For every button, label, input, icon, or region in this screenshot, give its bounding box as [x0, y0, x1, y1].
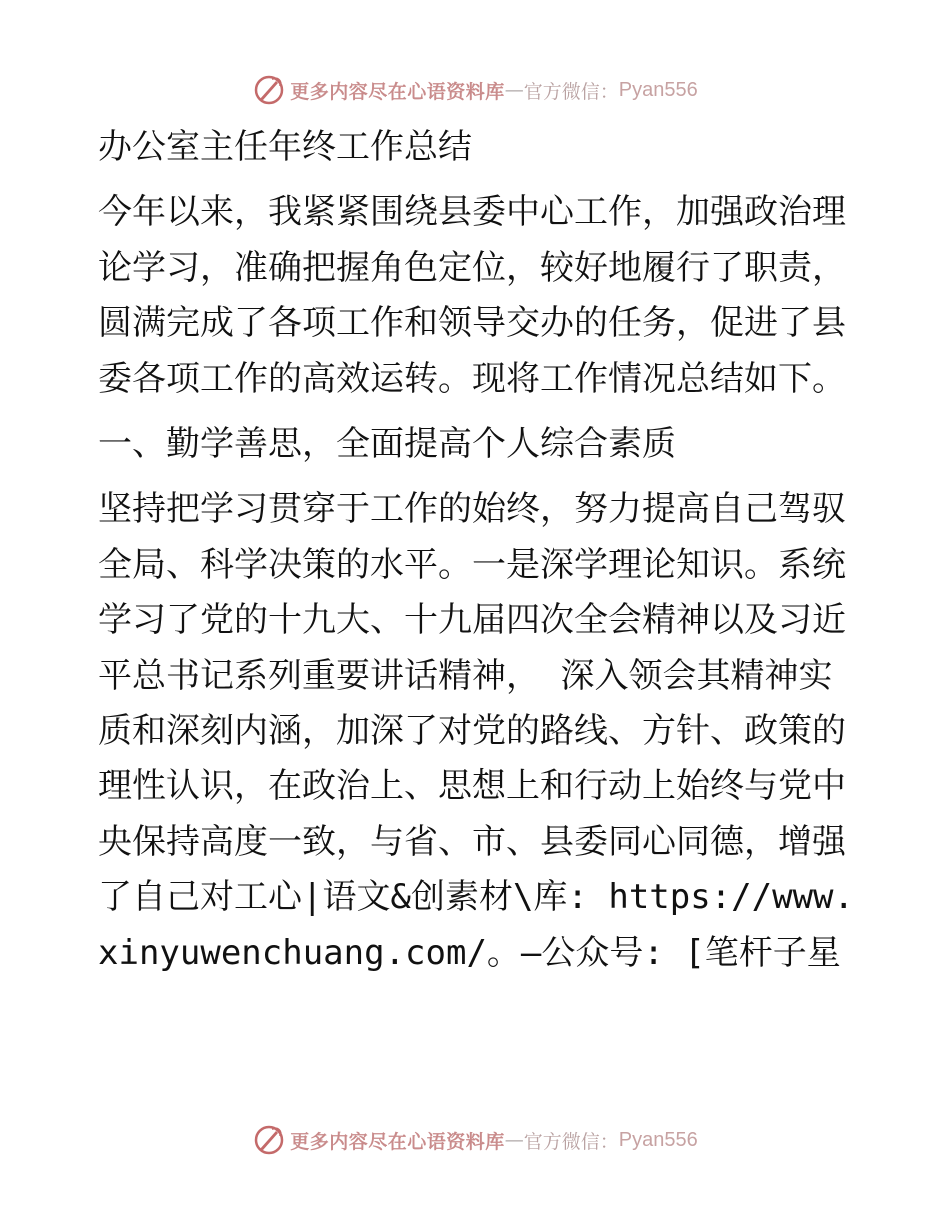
watermark-banner-top: [0, 70, 950, 110]
watermark-text: 更多内容尽在心语资料库: [290, 1130, 505, 1153]
watermark-wechat-label: 官方微信：: [523, 1130, 619, 1153]
watermark-wechat-label: 官方微信：: [523, 80, 619, 103]
watermark-separator: —: [504, 1129, 524, 1151]
section-1-heading: 一、勤学善思，全面提高个人综合素质: [98, 424, 676, 465]
document-body: [98, 120, 858, 991]
quill-logo-icon: [252, 73, 286, 107]
quill-logo-icon: [252, 1123, 286, 1157]
watermark-separator: —: [504, 79, 524, 101]
watermark-wechat-id: Pyan556: [618, 1128, 698, 1151]
watermark-wechat-id: Pyan556: [618, 78, 698, 101]
intro-paragraph: 今年以来，我紧紧围绕县委中心工作，加强政治理论学习，准确把握角色定位，较好地履行了职责，圆满完成了各项工作和领导交办的任务，促进了县委各项工作的高效运转。现将工作情况总结如下。: [98, 192, 846, 399]
section-1-paragraph: 坚持把学习贯穿于工作的始终，努力提高自己驾驭全局、科学决策的水平。一是深学理论知识。系统学习了党的十九大、十九届四次全会精神以及习近平总书记系列重要讲话精神， 深入领会其精神实质和深刻内涵，加深了对党的路线、方针、政策的理性认识，在政治上、思想上和行动上始终与党中央保持高度一致，与省、市、县委同心同德，增强了自己对工心|语文&创素材\库: https://www.xinyuwenchuang.com/。—公众号: [笔杆子星: [98, 489, 854, 973]
watermark-text: 更多内容尽在心语资料库: [290, 80, 505, 103]
document-title: 办公室主任年终工作总结: [98, 127, 472, 167]
watermark-banner-bottom: [0, 1120, 950, 1160]
